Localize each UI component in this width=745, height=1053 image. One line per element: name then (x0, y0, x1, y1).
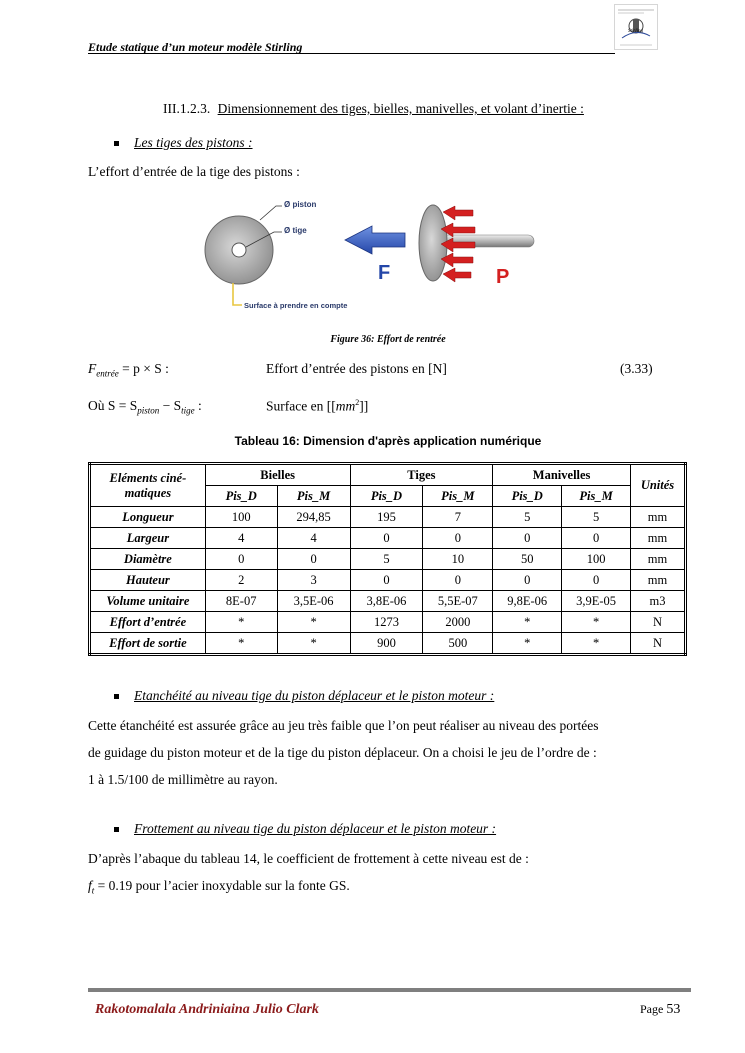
eq2-sub2: tige (181, 405, 195, 416)
row-label: Diamètre (90, 549, 206, 570)
table-cell: 3 (277, 570, 350, 591)
bullet-frottement: Frottement au niveau tige du piston déplaceur et le piston moteur : (134, 821, 497, 836)
bullet-square-3 (114, 827, 119, 832)
group-tiges: Tiges (350, 464, 493, 486)
table-row (90, 507, 686, 528)
table-cell: 10 (423, 549, 493, 570)
table-cell: 4 (205, 528, 277, 549)
table-row (90, 612, 686, 633)
table-cell: * (277, 633, 350, 655)
table-cell: 0 (423, 570, 493, 591)
footer-rule (88, 988, 691, 992)
table-cell: 0 (277, 549, 350, 570)
group-bielles: Bielles (205, 464, 350, 486)
intro-text: L’effort d’entrée de la tige des pistons : (88, 164, 300, 179)
subheader: Pis_D (350, 486, 423, 507)
eq1-number: (3.33) (620, 361, 653, 376)
eq3-rest: = 0.19 pour l’acier inoxydable sur la fonte GS. (94, 878, 350, 893)
table-cell: 100 (562, 549, 631, 570)
unit-cell: mm (631, 528, 686, 549)
eq1-lhs-rest: = p × S : (118, 361, 169, 376)
header-title: Etude statique d’un moteur modèle Stirling (88, 40, 303, 54)
eq2-description (266, 398, 368, 415)
para-line: 1 à 1.5/100 de millimètre au rayon. (88, 772, 278, 787)
subheader: Pis_D (493, 486, 562, 507)
eq1-description: Effort d’entrée des pistons en [N] (266, 361, 447, 376)
unit-cell: N (631, 633, 686, 655)
table-cell: 7 (423, 507, 493, 528)
table-cell: 294,85 (277, 507, 350, 528)
eq2-desc-pre: Surface en [[ (266, 398, 336, 414)
group-manivelles: Manivelles (493, 464, 631, 486)
pressure-arrows (441, 206, 475, 282)
bullet-tiges-pistons: Les tiges des pistons : (134, 135, 253, 150)
table-cell: 0 (562, 570, 631, 591)
section-title: Dimensionnement des tiges, bielles, manivelles, et volant d’inertie : (217, 101, 584, 116)
table-cell: * (205, 633, 277, 655)
table-cell: 9,8E-06 (493, 591, 562, 612)
table-cell: * (562, 612, 631, 633)
table-cell: 500 (423, 633, 493, 655)
figure-caption: Figure 36: Effort de rentrée (330, 334, 446, 345)
eq2-prefix: Où S = S (88, 398, 138, 413)
eq2-mid: − S (159, 398, 182, 413)
table-cell: 3,9E-05 (562, 591, 631, 612)
figure-effort-rentree (200, 193, 540, 318)
eq2-sub1: piston (137, 405, 160, 416)
table-cell: 195 (350, 507, 423, 528)
unit-cell: mm (631, 507, 686, 528)
equation-effort (88, 361, 169, 379)
unit-cell: mm (631, 549, 686, 570)
unit-cell: N (631, 612, 686, 633)
table-cell: * (562, 633, 631, 655)
page-number: 53 (666, 1002, 681, 1017)
header-rule (88, 53, 615, 54)
label-F: F (378, 262, 391, 284)
table-cell: 0 (350, 528, 423, 549)
bullet-etancheite: Etanchéité au niveau tige du piston déplaceur et le piston moteur : (134, 688, 495, 703)
table-cell: 50 (493, 549, 562, 570)
unit-cell: mm (631, 570, 686, 591)
page-label: Page (640, 1002, 664, 1016)
table-cell: 8E-07 (205, 591, 277, 612)
table-cell: 1273 (350, 612, 423, 633)
table-row (90, 528, 686, 549)
table-cell: 0 (350, 570, 423, 591)
table-cell: 900 (350, 633, 423, 655)
section-number: III.1.2.3. (163, 101, 211, 116)
eq3-prefix: f (88, 878, 92, 893)
row-label: Largeur (90, 528, 206, 549)
table-cell: 3,5E-06 (277, 591, 350, 612)
table-cell: 0 (562, 528, 631, 549)
label-piston: Ø piston (284, 200, 317, 209)
table-corner-header: Eléments ciné-matiques (90, 464, 206, 507)
logo-text: Stirling (628, 29, 644, 34)
table-row (90, 549, 686, 570)
table-cell: 0 (423, 528, 493, 549)
subheader: Pis_D (205, 486, 277, 507)
subheader: Pis_M (277, 486, 350, 507)
table-cell: 5 (562, 507, 631, 528)
label-surface: Surface à prendre en compte (244, 301, 348, 310)
eq2-unit: mm (335, 398, 356, 414)
footer-page (640, 1002, 680, 1018)
table-row (90, 591, 686, 612)
table-cell: 5 (350, 549, 423, 570)
units-header: Unités (631, 464, 686, 507)
table-cell: * (493, 612, 562, 633)
para-line: de guidage du piston moteur et de la tige du piston déplaceur. On a choisi le jeu de l’ordre de : (88, 745, 597, 760)
row-label: Effort d’entrée (90, 612, 206, 633)
table-cell: 2 (205, 570, 277, 591)
table-cell: 2000 (423, 612, 493, 633)
dimension-table (88, 462, 687, 656)
eq1-lhs-sub: entrée (96, 368, 119, 379)
footer-author: Rakotomalala Andriniaina Julio Clark (95, 1002, 319, 1017)
table-cell: 100 (205, 507, 277, 528)
label-P: P (496, 266, 510, 288)
bullet-square-2 (114, 694, 119, 699)
table-row (90, 633, 686, 655)
section-heading (163, 101, 584, 117)
unit-cell: m3 (631, 591, 686, 612)
arrow-F (345, 226, 405, 254)
table-cell: 4 (277, 528, 350, 549)
table-cell: 3,8E-06 (350, 591, 423, 612)
table-cell: 0 (493, 528, 562, 549)
subheader: Pis_M (562, 486, 631, 507)
row-label: Volume unitaire (90, 591, 206, 612)
row-label: Hauteur (90, 570, 206, 591)
equation-surface (88, 398, 202, 416)
eq2-tail: : (194, 398, 202, 413)
paragraph-frottement: D’après l’abaque du tableau 14, le coefficient de frottement à cette niveau est de : (88, 851, 529, 866)
table-cell: 5,5E-07 (423, 591, 493, 612)
row-label: Effort de sortie (90, 633, 206, 655)
table-row (90, 570, 686, 591)
table-cell: 0 (205, 549, 277, 570)
paragraph-etancheite (88, 712, 668, 793)
bullet-square-1 (114, 141, 119, 146)
rod-hole (232, 243, 246, 257)
eq2-desc-post: ]] (359, 398, 369, 414)
stirling-logo (614, 4, 658, 50)
equation-frottement (88, 878, 350, 896)
para-line: Cette étanchéité est assurée grâce au jeu très faible que l’on peut réaliser au niveau des portées (88, 718, 599, 733)
table-cell: * (205, 612, 277, 633)
table-cell: * (277, 612, 350, 633)
table-cell: 5 (493, 507, 562, 528)
table-caption: Tableau 16: Dimension d'après application numérique (234, 434, 542, 448)
eq3-sub: t (91, 885, 95, 896)
eq1-lhs-prefix: F (88, 361, 97, 376)
label-tige: Ø tige (284, 226, 307, 235)
row-label: Longueur (90, 507, 206, 528)
eq2-sup: 2 (355, 398, 360, 407)
subheader: Pis_M (423, 486, 493, 507)
table-cell: 0 (493, 570, 562, 591)
table-cell: * (493, 633, 562, 655)
